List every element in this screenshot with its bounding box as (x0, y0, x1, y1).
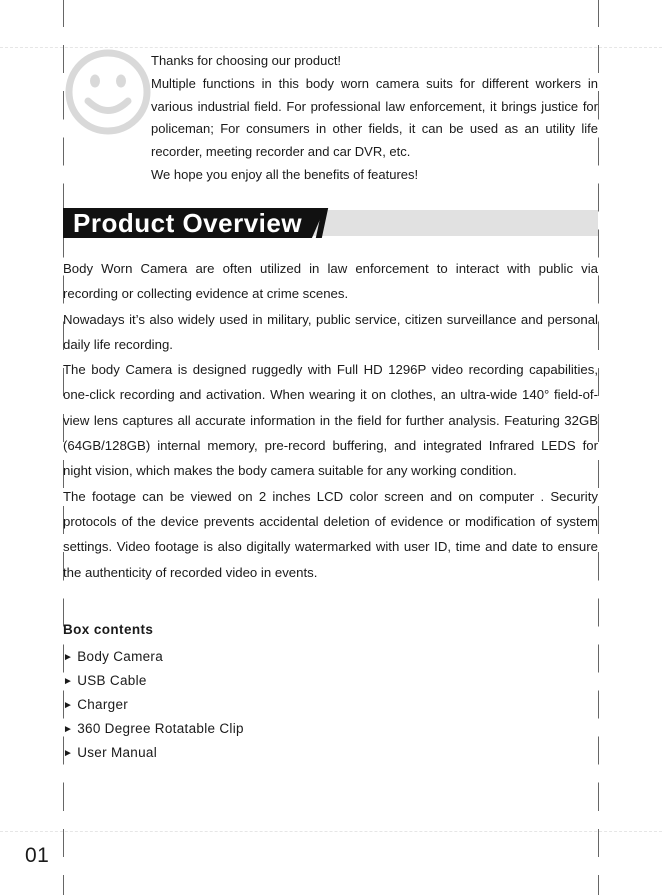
bottom-margin-guide (0, 831, 662, 832)
list-item-label: Charger (77, 697, 129, 712)
bullet-arrow-icon: ► (63, 724, 74, 735)
bullet-arrow-icon: ► (63, 676, 74, 687)
list-item (63, 646, 244, 670)
section-banner (63, 208, 598, 238)
overview-paragraph: The footage can be viewed on 2 inches LCD color screen and on computer . Security protocols of the device prevents accidental deletion of evidence or modification of system settings. Video footage is also digitally watermarked with user ID, time and date to ensure the authenticity of recorded video in events. (63, 488, 598, 580)
intro-text (151, 50, 598, 187)
box-contents-list (63, 646, 244, 766)
list-item (63, 694, 244, 718)
smiley-face-icon (64, 48, 152, 136)
bullet-arrow-icon: ► (63, 652, 74, 663)
intro-thanks: Thanks for choosing our product! (151, 53, 342, 68)
overview-paragraph: Nowadays it’s also widely used in military, public service, citizen surveillance and personal daily life recording. (63, 311, 598, 352)
intro-description: Multiple functions in this body worn camera suits for different workers in various industrial field. For professional law enforcement, it brings justice for policeman; For consumers in other fields, it can be used as an utility life recorder, meeting recorder and car DVR, etc. (151, 75, 598, 160)
overview-body (63, 256, 598, 585)
list-item (63, 742, 244, 766)
right-margin-guide (598, 0, 599, 895)
list-item (63, 718, 244, 742)
overview-paragraph: The body Camera is designed ruggedly with Full HD 1296P video recording capabilities, one-click recording and activation. When wearing it on clothes, an ultra-wide 140° field-of-view lens captures all accurate information in the field for further analysis. Featuring 32GB (64GB/128GB) internal memory, pre-record buffering, and integrated Infrared LEDS for night vision, which makes the body camera suitable for any working condition. (63, 362, 598, 479)
overview-paragraph: Body Worn Camera are often utilized in law enforcement to interact with public via recording or collecting evidence at crime scenes. (63, 261, 598, 302)
list-item-label: 360 Degree Rotatable Clip (77, 721, 244, 736)
list-item-label: User Manual (77, 745, 158, 760)
list-item (63, 670, 244, 694)
intro-closing: We hope you enjoy all the benefits of features! (151, 166, 419, 182)
section-title: Product Overview (73, 208, 303, 238)
bullet-arrow-icon: ► (63, 748, 74, 759)
box-contents-title: Box contents (63, 622, 154, 637)
bullet-arrow-icon: ► (63, 700, 74, 711)
list-item-label: USB Cable (77, 673, 147, 688)
list-item-label: Body Camera (77, 649, 164, 664)
page-number: 01 (25, 844, 50, 867)
